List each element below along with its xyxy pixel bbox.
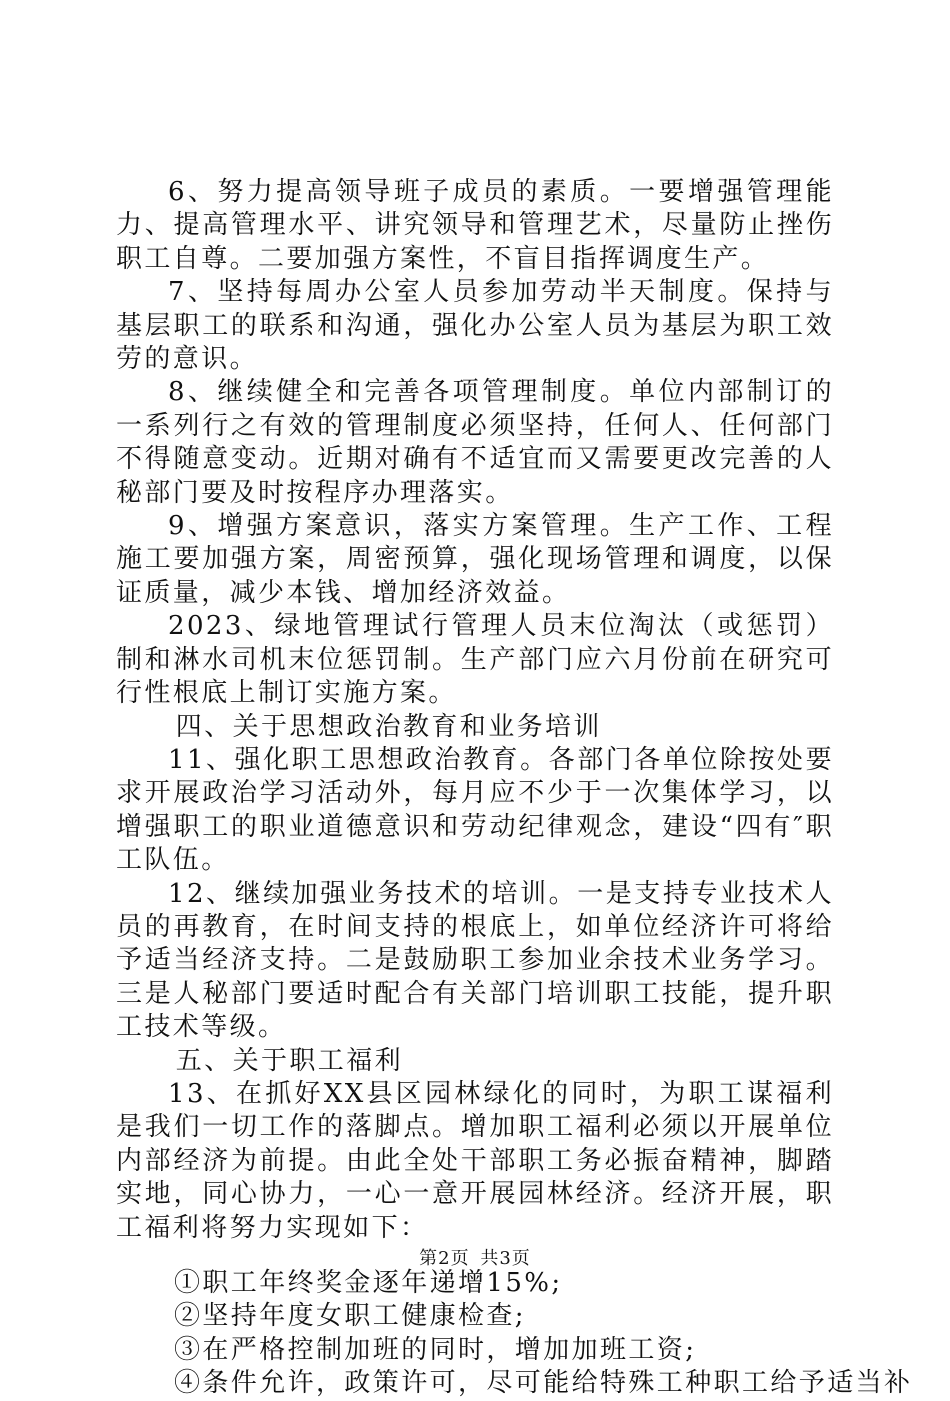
page-number: 第2页 xyxy=(419,1248,470,1269)
list-item: ④条件允许，政策许可，尽可能给特殊工种职工给予适当补 xyxy=(174,1368,913,1399)
welfare-list xyxy=(116,1267,913,1401)
paragraph-6: 6、努力提高领导班子成员的素质。一要增强管理能力、提高管理水平、讲究领导和管理艺术，尽量防止挫伤职工自尊。二要加强方案性，不盲目指挥调度生产。 xyxy=(116,177,834,274)
document-body xyxy=(116,176,913,1401)
list-item: ②坚持年度女职工健康检查; xyxy=(174,1301,526,1332)
paragraph-11: 11、强化职工思想政治教育。各部门各单位除按处要求开展政治学习活动外，每月应不少于一次集体学习，以增强职工的职业道德意识和劳动纪律观念，建设“四有″职工队伍。 xyxy=(116,744,834,876)
list-item: ①职工年终奖金逐年递增15%; xyxy=(174,1268,563,1298)
section-heading-5: 五、关于职工福利 xyxy=(175,1045,403,1076)
paragraph-7: 7、坚持每周办公室人员参加劳动半天制度。保持与基层职工的联系和沟通，强化办公室人员为基层为职工效劳的意识。 xyxy=(116,277,834,375)
paragraph-13: 13、在抓好XX县区园林绿化的同时，为职工谋福利是我们一切工作的落脚点。增加职工福利必须以开展单位内部经济为前提。由此全处干部职工务必振奋精神，脚踏实地，同心协力，一心一意开展园林经济。经济开展，职工福利将努力实现如下： xyxy=(116,1078,834,1243)
list-item: ③在严格控制加班的同时，增加加班工资; xyxy=(174,1334,697,1365)
page-footer xyxy=(0,1244,950,1270)
paragraph-12: 12、继续加强业务技术的培训。一是支持专业技术人员的再教育，在时间支持的根底上，如单位经济许可将给予适当经济支持。二是鼓励职工参加业余技术业务学习。三是人秘部门要适时配合有关部门培训职工技能，提升职工技术等级。 xyxy=(116,878,834,1043)
section-heading-4: 四、关于思想政治教育和业务培训 xyxy=(175,711,602,742)
page-total: 共3页 xyxy=(480,1248,531,1269)
paragraph-10: 2023、绿地管理试行管理人员末位淘汰（或惩罚）制和淋水司机末位惩罚制。生产部门应六月份前在研究可行性根底上制订实施方案。 xyxy=(116,611,834,709)
paragraph-9: 9、增强方案意识，落实方案管理。生产工作、工程施工要加强方案，周密预算，强化现场管理和调度，以保证质量，减少本钱、增加经济效益。 xyxy=(116,511,834,608)
paragraph-8: 8、继续健全和完善各项管理制度。单位内部制订的一系列行之有效的管理制度必须坚持，任何人、任何部门不得随意变动。近期对确有不适宜而又需要更改完善的人秘部门要及时按程序办理落实。 xyxy=(116,377,834,508)
